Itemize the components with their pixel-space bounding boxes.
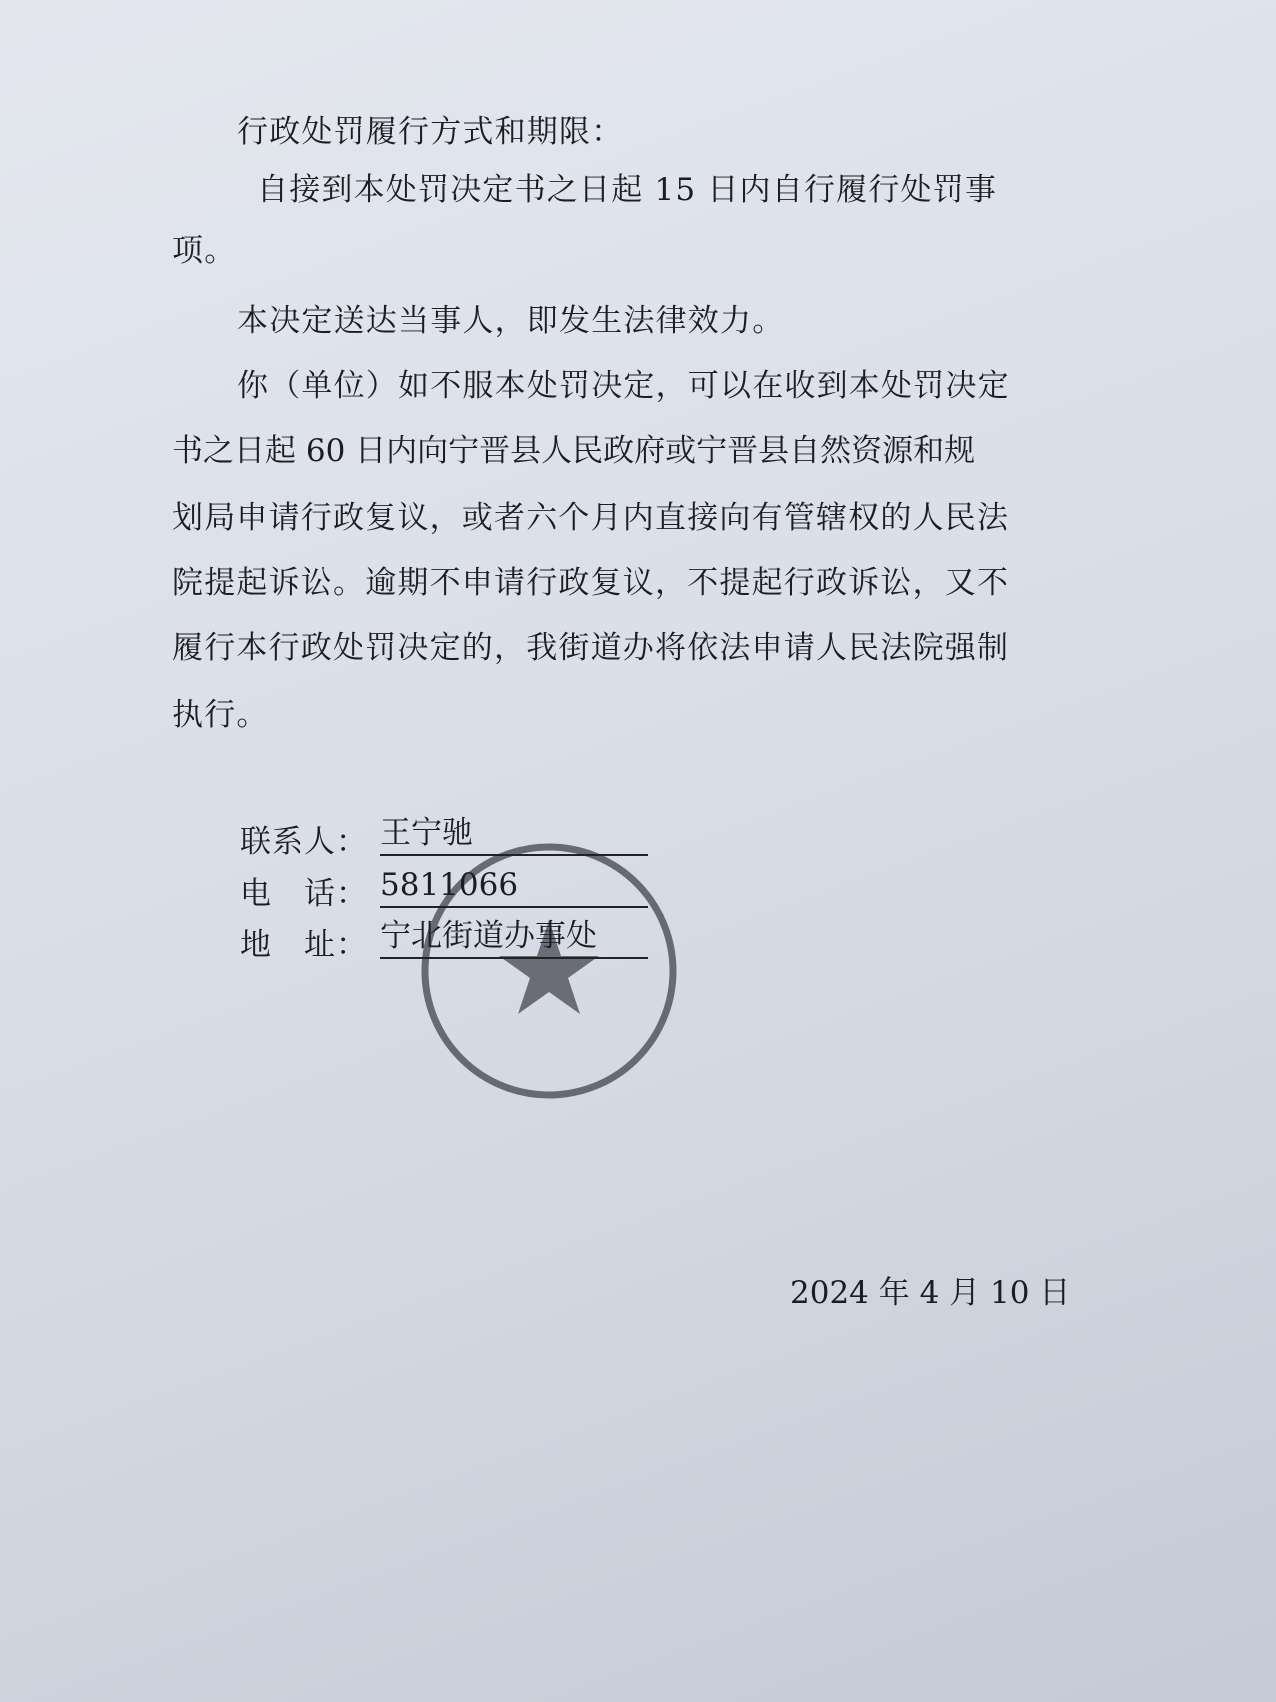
- body-line: 书之日起 60 日内向宁晋县人民政府或宁晋县自然资源和规: [172, 433, 976, 469]
- body-line: 你（单位）如不服本处罚决定，可以在收到本处罚决定: [237, 368, 1010, 404]
- body-line: 履行本行政处罚决定的，我街道办将依法申请人民法院强制: [172, 630, 1010, 666]
- body-line: 划局申请行政复议，或者六个月内直接向有管辖权的人民法: [172, 500, 1010, 536]
- body-line: 院提起诉讼。逾期不申请行政复议，不提起行政诉讼，又不: [172, 565, 1010, 601]
- document-date: 2024 年 4 月 10 日: [790, 1275, 1071, 1311]
- body-line: 执行。: [172, 697, 269, 733]
- body-line: 本决定送达当事人，即发生法律效力。: [237, 303, 785, 339]
- address-value: 宁北街道办事处: [380, 917, 648, 959]
- phone-label: 电 话：: [240, 876, 368, 912]
- body-line: 项。: [172, 233, 237, 269]
- body-line: 自接到本处罚决定书之日起 15 日内自行履行处罚事: [257, 172, 998, 208]
- phone-value: 5811066: [380, 866, 648, 908]
- contact-person-label: 联系人：: [240, 824, 368, 860]
- body-line: 行政处罚履行方式和期限：: [237, 114, 624, 150]
- address-label: 地 址：: [240, 927, 368, 963]
- contact-person-value: 王宁驰: [380, 814, 648, 856]
